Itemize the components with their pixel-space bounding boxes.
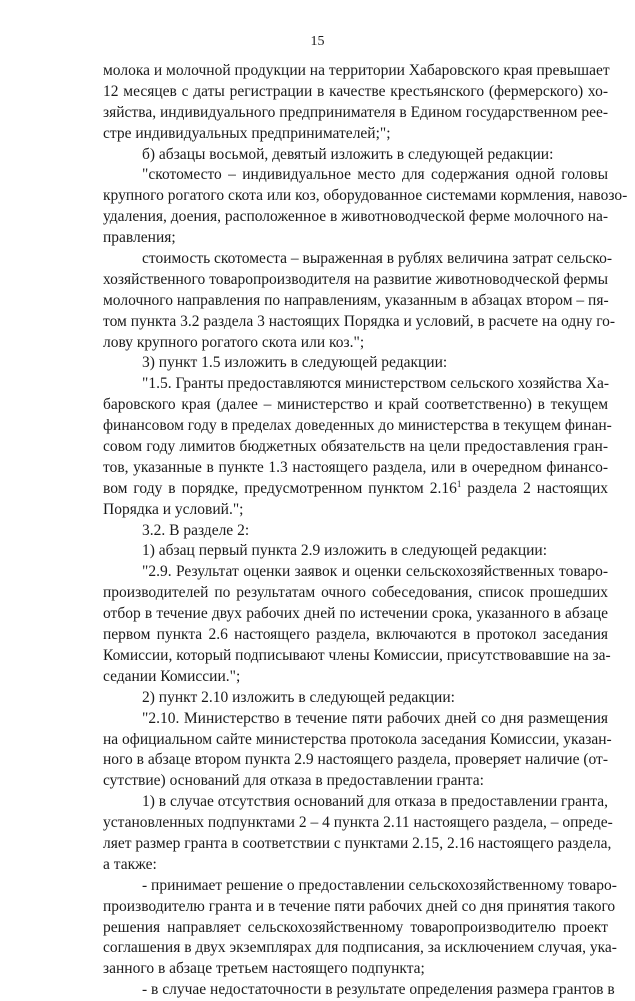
- text-line: [103, 876, 617, 897]
- text-line: [103, 437, 608, 458]
- text-line: [103, 813, 613, 834]
- text-line: [103, 709, 608, 730]
- page-number: 15: [310, 34, 325, 49]
- text-line-content: ляет размер гранта в соответствии с пунктами 2.15, 2.16 настоящего раздела,: [103, 834, 612, 852]
- text-line: [103, 353, 608, 374]
- text-line-content: том пункта 3.2 раздела 3 настоящих Порядка и условий, в расчете на одну го-: [103, 312, 616, 330]
- text-line: [103, 270, 608, 291]
- text-line-content: первом пункта 2.6 настоящего раздела, включаются в протокол заседания: [103, 626, 608, 644]
- text-line: [103, 124, 608, 145]
- superscript: 1: [456, 478, 462, 489]
- text-line-content: соглашения в двух экземплярах для подписания, за исключением случая, ука-: [103, 939, 617, 957]
- text-line-content: отбор в течение двух рабочих дней по истечении срока, указанного в абзаце: [103, 605, 608, 623]
- text-line-content: вом году в порядке, предусмотренном пунктом 2.16: [103, 479, 457, 497]
- text-line-content: производителю гранта и в течение пяти рабочих дней со дня принятия такого: [103, 897, 616, 915]
- text-line-content: 1) абзац первый пункта 2.9 изложить в следующей редакции:: [142, 542, 548, 560]
- text-line: [103, 228, 608, 249]
- text-line-content: стре индивидуальных предпринимателей;";: [103, 124, 391, 142]
- text-line-content: лову крупного рогатого скота или коз.";: [103, 333, 365, 351]
- text-line-content: "2.9. Результат оценки заявок и оценки сельскохозяйственных товаро-: [142, 563, 608, 581]
- text-line-content: седании Комиссии.";: [103, 667, 241, 685]
- text-line: [103, 646, 611, 667]
- text-line-content: тов, указанные в пункте 1.3 настоящего раздела, или в очередном финансо-: [103, 458, 608, 476]
- text-line-content: баровского края (далее – министерство и край соответственно) в текущем: [103, 396, 608, 414]
- text-line: [103, 103, 608, 124]
- text-line-content: молочного направления по направлениям, указанным в абзацах втором – пя-: [103, 291, 609, 309]
- text-line-content: совом году лимитов бюджетных обязательств на цели предоставления гран-: [103, 438, 608, 456]
- text-line: [103, 207, 608, 228]
- text-line-content: зяйства, индивидуального предпринимателя в Едином государственном рее-: [103, 103, 608, 121]
- text-line-content: сутствие) оснований для отказа в предоставлении гранта:: [103, 772, 484, 790]
- text-line: [103, 562, 608, 583]
- text-line-content: молока и молочной продукции на территории Хабаровского края превышает: [103, 62, 610, 79]
- text-line: [103, 750, 608, 771]
- text-line: [103, 834, 612, 855]
- text-line: [103, 918, 608, 939]
- document-body: [103, 61, 628, 1001]
- text-line-content: б) абзацы восьмой, девятый изложить в следующей редакции:: [142, 145, 554, 163]
- text-line: [103, 771, 608, 792]
- text-line-content: Комиссии, который подписывают члены Комиссии, присутствовавшие на за-: [103, 646, 611, 664]
- text-line: [103, 583, 608, 604]
- text-line: [103, 458, 608, 479]
- text-line: [103, 688, 608, 709]
- text-line: [103, 145, 608, 166]
- text-line: [103, 604, 608, 625]
- text-line-content: хозяйственного товаропроизводителя на развитие животноводческой фермы: [103, 270, 608, 288]
- text-line-content: - в случае недостаточности в результате определения размера грантов в: [142, 981, 615, 999]
- text-line: [103, 667, 608, 688]
- text-line-content: удаления, доения, расположенное в животноводческой ферме молочного на-: [103, 208, 609, 226]
- text-line: [103, 541, 608, 562]
- text-line-content: установленных подпунктами 2 – 4 пункта 2.11 настоящего раздела, – опреде-: [103, 814, 613, 832]
- text-line-content: а также:: [103, 855, 157, 873]
- text-line-content: ного в абзаце втором пункта 2.9 настоящего раздела, проверяет наличие (от-: [103, 751, 608, 769]
- text-line: [103, 792, 608, 813]
- text-line: [103, 500, 608, 521]
- text-line: [103, 312, 616, 333]
- text-line-content: Порядка и условий.";: [103, 500, 244, 518]
- text-line: [103, 395, 608, 416]
- text-line: [103, 897, 616, 918]
- text-line: [103, 980, 615, 1001]
- text-line: [103, 186, 628, 207]
- text-line-tail: раздела 2 настоящих: [461, 479, 608, 497]
- text-line-content: 12 месяцев с даты регистрации в качестве крестьянского (фермерского) хо-: [103, 82, 608, 100]
- text-line-content: "скотоместо – индивидуальное место для содержания одной головы: [142, 166, 608, 184]
- text-line-content: финансовом году в пределах доведенных до министерства в текущем финан-: [103, 417, 612, 435]
- text-line-content: на официальном сайте министерства протокола заседания Комиссии, указан-: [103, 730, 612, 748]
- text-line: [103, 249, 613, 270]
- text-line-content: крупного рогатого скота или коз, оборудованное системами кормления, навозо-: [103, 187, 628, 205]
- text-line-content: 2) пункт 2.10 изложить в следующей редакции:: [142, 688, 455, 706]
- text-line-content: 3.2. В разделе 2:: [142, 521, 250, 539]
- text-line: [103, 165, 608, 186]
- text-line: [103, 855, 608, 876]
- text-line-content: - принимает решение о предоставлении сельскохозяйственному товаро-: [142, 876, 617, 894]
- text-line: [103, 291, 608, 312]
- text-line: [103, 938, 617, 959]
- text-line-content: "1.5. Гранты предоставляются министерством сельского хозяйства Ха-: [142, 375, 610, 393]
- text-line: [103, 730, 612, 751]
- text-line-content: решения направляет сельскохозяйственному товаропроизводителю проект: [103, 918, 608, 936]
- text-line-content: 3) пункт 1.5 изложить в следующей редакции:: [142, 354, 448, 372]
- text-line: [103, 479, 608, 500]
- text-line: [103, 959, 608, 980]
- text-line: [103, 625, 608, 646]
- text-line: [103, 333, 608, 354]
- text-line: [103, 416, 612, 437]
- text-line: [103, 82, 608, 103]
- text-line-content: стоимость скотоместа – выраженная в рублях величина затрат сельско-: [142, 250, 613, 268]
- text-line: [103, 521, 608, 542]
- text-line: [103, 374, 608, 395]
- text-line-content: производителей по результатам очного собеседования, список прошедших: [103, 584, 608, 602]
- text-line-content: 1) в случае отсутствия оснований для отказа в предоставлении гранта,: [142, 793, 608, 811]
- text-line-content: "2.10. Министерство в течение пяти рабочих дней со дня размещения: [142, 709, 608, 727]
- text-line-content: занного в абзаце третьем настоящего подпункта;: [103, 960, 425, 978]
- text-line: [103, 61, 608, 82]
- text-line-content: правления;: [103, 229, 176, 247]
